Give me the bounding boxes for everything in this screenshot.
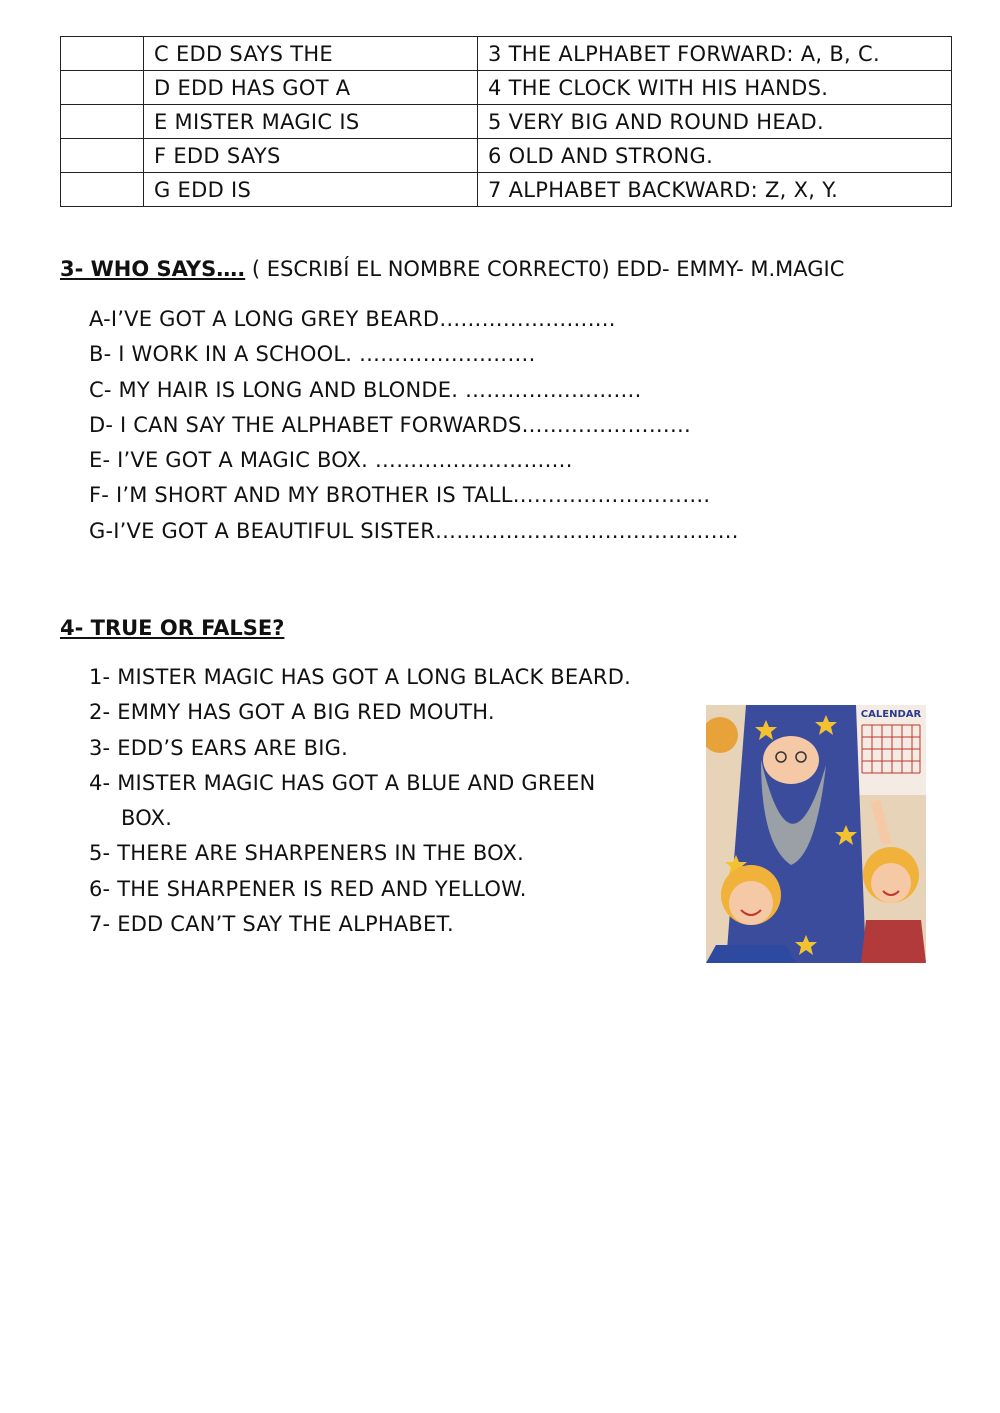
item-text: I’M SHORT AND MY BROTHER IS TALL………………………. bbox=[109, 483, 711, 508]
section-3-heading bbox=[60, 257, 844, 281]
section-3-instructions: ( ESCRIBÍ EL NOMBRE CORRECT0) EDD- EMMY- M.MAGIC bbox=[245, 257, 845, 281]
wizard-face bbox=[763, 736, 819, 784]
table-row bbox=[61, 71, 952, 105]
child-shirt bbox=[861, 920, 926, 963]
story-illustration bbox=[706, 705, 926, 963]
table-row bbox=[61, 105, 952, 139]
item-text: MISTER MAGIC HAS GOT A LONG BLACK BEARD. bbox=[110, 665, 631, 689]
item-text-continued: BOX. bbox=[121, 806, 173, 831]
item-text: THE SHARPENER IS RED AND YELLOW. bbox=[110, 876, 527, 901]
sentence-start: F EDD SAYS bbox=[144, 139, 478, 173]
item-text: THERE ARE SHARPENERS IN THE BOX. bbox=[110, 841, 524, 866]
section-4-heading bbox=[60, 616, 284, 640]
list-item[interactable] bbox=[89, 766, 679, 837]
list-item[interactable] bbox=[89, 907, 679, 942]
item-text: I CAN SAY THE ALPHABET FORWARDS…………………… bbox=[113, 412, 692, 437]
list-item[interactable] bbox=[89, 695, 679, 730]
list-item[interactable] bbox=[89, 373, 739, 408]
item-marker: 1- bbox=[89, 665, 111, 689]
item-marker: 5- bbox=[89, 841, 111, 866]
answer-cell[interactable] bbox=[61, 37, 144, 71]
table-row bbox=[61, 173, 952, 207]
sentence-start: C EDD SAYS THE bbox=[144, 37, 478, 71]
calendar-label: CALENDAR bbox=[860, 709, 922, 720]
child-face bbox=[729, 881, 773, 925]
table-row bbox=[61, 139, 952, 173]
sentence-start: D EDD HAS GOT A bbox=[144, 71, 478, 105]
item-marker: 3- bbox=[89, 735, 111, 760]
item-text: EDD’S EARS ARE BIG. bbox=[110, 735, 348, 760]
list-item[interactable] bbox=[89, 302, 739, 337]
item-marker: B- bbox=[89, 342, 112, 367]
child-shirt bbox=[706, 945, 796, 963]
item-text: I’VE GOT A BEAUTIFUL SISTER……………………………………. bbox=[113, 518, 739, 543]
item-text: MISTER MAGIC HAS GOT A BLUE AND GREEN bbox=[110, 770, 596, 795]
item-marker: 2- bbox=[89, 700, 111, 725]
answer-cell[interactable] bbox=[61, 173, 144, 207]
sentence-end: 7 ALPHABET BACKWARD: Z, X, Y. bbox=[478, 173, 952, 207]
who-says-list bbox=[89, 302, 739, 549]
list-item[interactable] bbox=[89, 408, 739, 443]
sentence-end: 6 OLD AND STRONG. bbox=[478, 139, 952, 173]
item-marker: 6- bbox=[89, 876, 111, 901]
sentence-end: 3 THE ALPHABET FORWARD: A, B, C. bbox=[478, 37, 952, 71]
illustration-drawing bbox=[706, 705, 926, 963]
item-marker: 4- bbox=[89, 770, 111, 795]
item-text: MY HAIR IS LONG AND BLONDE. ……………………. bbox=[111, 377, 642, 402]
child-face bbox=[871, 863, 911, 903]
item-marker: C- bbox=[89, 377, 112, 402]
section-3-number: 3- WHO SAYS…. bbox=[60, 257, 246, 281]
item-marker: E- bbox=[89, 448, 111, 473]
sentence-start: G EDD IS bbox=[144, 173, 478, 207]
item-text: I’VE GOT A MAGIC BOX. ………………………. bbox=[110, 448, 573, 473]
list-item[interactable] bbox=[89, 872, 679, 907]
item-text: EMMY HAS GOT A BIG RED MOUTH. bbox=[110, 700, 495, 725]
item-marker: F- bbox=[89, 483, 110, 508]
answer-cell[interactable] bbox=[61, 105, 144, 139]
matching-table bbox=[60, 36, 952, 207]
item-text: EDD CAN’T SAY THE ALPHABET. bbox=[110, 912, 454, 937]
item-marker: G- bbox=[89, 518, 114, 543]
item-text: I’VE GOT A LONG GREY BEARD……………………. bbox=[110, 307, 616, 331]
list-item[interactable] bbox=[89, 514, 739, 549]
answer-cell[interactable] bbox=[61, 71, 144, 105]
section-4-title: 4- TRUE OR FALSE? bbox=[60, 616, 285, 640]
sentence-end: 4 THE CLOCK WITH HIS HANDS. bbox=[478, 71, 952, 105]
item-marker: A- bbox=[89, 307, 111, 331]
sentence-start: E MISTER MAGIC IS bbox=[144, 105, 478, 139]
item-marker: 7- bbox=[89, 912, 111, 937]
item-text: I WORK IN A SCHOOL. ……………………. bbox=[111, 342, 536, 367]
table-row bbox=[61, 37, 952, 71]
list-item[interactable] bbox=[89, 478, 739, 513]
list-item[interactable] bbox=[89, 660, 679, 695]
list-item[interactable] bbox=[89, 836, 679, 871]
sentence-end: 5 VERY BIG AND ROUND HEAD. bbox=[478, 105, 952, 139]
true-false-list bbox=[89, 660, 679, 942]
item-marker: D- bbox=[89, 412, 114, 437]
answer-cell[interactable] bbox=[61, 139, 144, 173]
list-item[interactable] bbox=[89, 731, 679, 766]
list-item[interactable] bbox=[89, 443, 739, 478]
list-item[interactable] bbox=[89, 337, 739, 372]
